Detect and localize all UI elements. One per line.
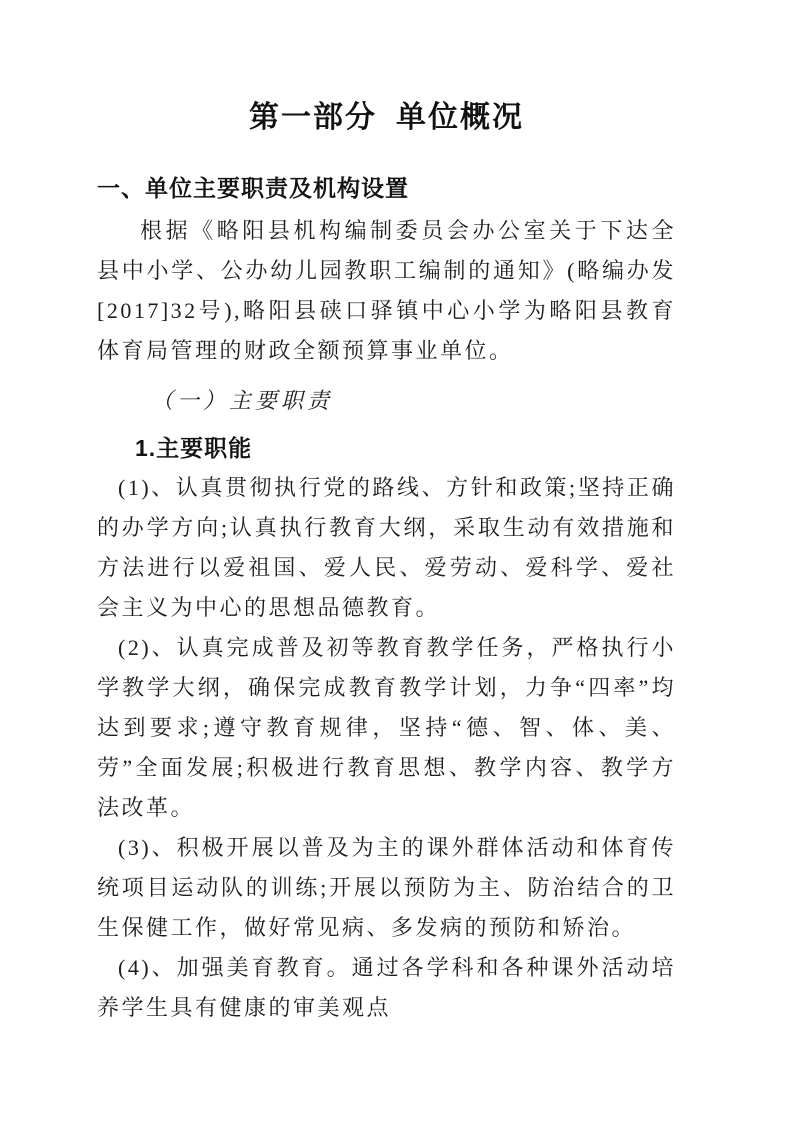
paragraph-intro: 根据《略阳县机构编制委员会办公室关于下达全县中小学、公办幼儿园教职工编制的通知》(略编办发[2017]32号),略阳县硖口驿镇中心小学为略阳县教育体育局管理的财政全额预算事业单位。 (97, 218, 676, 363)
document-title: 第一部分 单位概况 (249, 101, 524, 134)
paragraph-duty-3: (3)、积极开展以普及为主的课外群体活动和体育传统项目运动队的训练;开展以预防为主、防治结合的卫生保健工作，做好常见病、多发病的预防和矫治。 (97, 835, 676, 940)
paragraph-duty-1: (1)、认真贯彻执行党的路线、方针和政策;坚持正确的办学方向;认真执行教育大纲，采取生动有效措施和方法进行以爱祖国、爱人民、爱劳动、爱科学、爱社会主义为中心的思想品德教育。 (97, 475, 676, 620)
subheading-main-functions: 1.主要职能 (135, 435, 253, 461)
subsection-heading-main-duties: （一）主要职责 (151, 388, 334, 413)
paragraph-duty-4: (4)、加强美育教育。通过各学科和各种课外活动培养学生具有健康的审美观点 (97, 955, 676, 1020)
document-content (97, 95, 676, 1028)
paragraph-duty-2: (2)、认真完成普及初等教育教学任务，严格执行小学教学大纲，确保完成教育教学计划，力争“四率”均达到要求;遵守教育规律，坚持“德、智、体、美、劳”全面发展;积极进行教育思想、教学内容、教学方法改革。 (97, 635, 676, 820)
section-heading: 一、单位主要职责及机构设置 (97, 175, 409, 201)
